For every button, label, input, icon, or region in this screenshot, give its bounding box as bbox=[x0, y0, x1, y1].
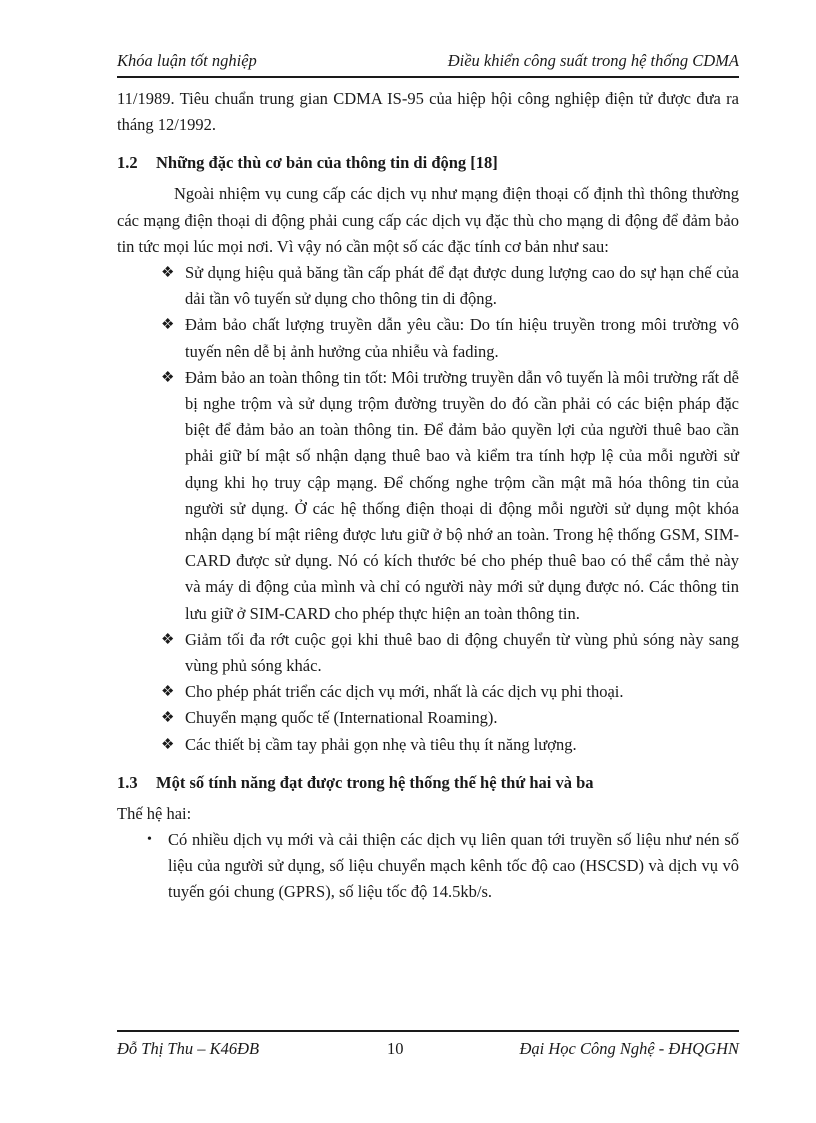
list-item bbox=[117, 260, 739, 312]
section-1-2-paragraph: Ngoài nhiệm vụ cung cấp các dịch vụ như mạng điện thoại cố định thì thông thường các mạng điện thoại di động phải cung cấp các dịch vụ đặc thù cho mạng di động để đảm bảo tin tức mọi lúc mọi nơi. Vì vậy nó cần một số các đặc tính cơ bản như sau: bbox=[117, 184, 739, 256]
section-1-2-heading bbox=[117, 150, 739, 176]
diamond-bullet-icon: ❖ bbox=[161, 684, 175, 701]
list-item bbox=[117, 679, 739, 705]
section-1-3-title: Một số tính năng đạt được trong hệ thống thế hệ thứ hai và ba bbox=[156, 772, 594, 792]
list-item bbox=[117, 732, 739, 758]
list-item-text: Sử dụng hiệu quả băng tần cấp phát để đạt được dung lượng cao do sự hạn chế của dải tần vô tuyến sử dụng cho thông tin di động. bbox=[185, 263, 739, 309]
section-1-2-bullet-list bbox=[117, 260, 739, 758]
list-item bbox=[117, 705, 739, 731]
intro-paragraph: 11/1989. Tiêu chuẩn trung gian CDMA IS-95 của hiệp hội công nghiệp điện tử được đưa ra tháng 12/1992. bbox=[117, 89, 739, 135]
list-item bbox=[117, 627, 739, 679]
section-1-2-title: Những đặc thù cơ bản của thông tin di động [18] bbox=[156, 153, 498, 173]
diamond-bullet-icon: ❖ bbox=[161, 317, 175, 334]
footer-institution: Đại Học Công Nghệ - ĐHQGHN bbox=[519, 1039, 739, 1058]
list-item-text: Đảm bảo chất lượng truyền dẫn yêu cầu: Do tín hiệu truyền trong môi trường vô tuyến nên dễ bị ảnh hưởng của nhiễu và fading. bbox=[185, 315, 739, 361]
diamond-bullet-icon: ❖ bbox=[161, 736, 175, 753]
diamond-bullet-icon: ❖ bbox=[161, 265, 175, 282]
list-item-text: Các thiết bị cầm tay phải gọn nhẹ và tiêu thụ ít năng lượng. bbox=[185, 734, 577, 754]
diamond-bullet-icon: ❖ bbox=[161, 369, 175, 386]
footer-author: Đỗ Thị Thu – K46ĐB bbox=[117, 1039, 260, 1058]
header-left-title: Khóa luận tốt nghiệp bbox=[117, 51, 257, 70]
section-1-3-subheading: Thế hệ hai: bbox=[117, 803, 192, 823]
page-body bbox=[117, 86, 739, 906]
list-item-text: Chuyển mạng quốc tế (International Roaming). bbox=[185, 708, 498, 728]
diamond-bullet-icon: ❖ bbox=[161, 710, 175, 727]
section-1-3-bullet-list bbox=[117, 827, 739, 906]
list-item bbox=[117, 365, 739, 627]
section-1-2-number: 1.2 bbox=[117, 153, 138, 173]
list-item-text: Có nhiều dịch vụ mới và cải thiện các dịch vụ liên quan tới truyền số liệu như nén số liệu của người sử dụng, số liệu chuyển mạch kênh tốc độ cao (HSCSD) và dịch vụ vô tuyến gói chung (GPRS), số liệu tốc độ 14.5kb/s. bbox=[168, 830, 739, 902]
list-item bbox=[117, 827, 739, 906]
list-item-text: Đảm bảo an toàn thông tin tốt: Môi trường truyền dẫn vô tuyến là môi trường rất dễ bị nghe trộm và sử dụng trộm đường truyền do đó cần phải có các biện pháp đặc biệt để đảm bảo an toàn thông tin. Để đảm bảo quyền lợi của người thuê bao cần phải giữ bí mật số nhận dạng thuê bao và kiểm tra tính hợp lệ của mỗi người sử dụng khi họ truy cập mạng. Để chống nghe trộm cần mật mã hóa thông tin của người sử dụng. Ở các hệ thống điện thoại di động mỗi người sử dụng một khóa nhận dạng bí mật riêng được lưu giữ ở bộ nhớ an toàn. Trong hệ thống GSM, SIM-CARD được sử dụng. Nó có kích thước bé cho phép thuê bao có thể cắm thẻ này và máy di động của mình và chỉ có người này mới sử dụng được nó. Các thông tin lưu giữ ở SIM-CARD cho phép thực hiện an toàn thông tin. bbox=[185, 367, 739, 623]
document-page bbox=[117, 48, 739, 1078]
page-footer bbox=[117, 1030, 739, 1062]
list-item-text: Giảm tối đa rớt cuộc gọi khi thuê bao di động chuyển từ vùng phủ sóng này sang vùng phủ sóng khác. bbox=[185, 629, 739, 676]
list-item bbox=[117, 312, 739, 364]
dot-bullet-icon: • bbox=[147, 832, 152, 848]
page-header bbox=[117, 48, 739, 78]
list-item-text: Cho phép phát triển các dịch vụ mới, nhất là các dịch vụ phi thoại. bbox=[185, 682, 624, 702]
page-number: 10 bbox=[387, 1039, 404, 1058]
section-1-3-heading bbox=[117, 770, 739, 796]
diamond-bullet-icon: ❖ bbox=[161, 631, 175, 648]
section-1-3-number: 1.3 bbox=[117, 772, 138, 792]
header-right-title: Điều khiển công suất trong hệ thống CDMA bbox=[447, 51, 739, 70]
